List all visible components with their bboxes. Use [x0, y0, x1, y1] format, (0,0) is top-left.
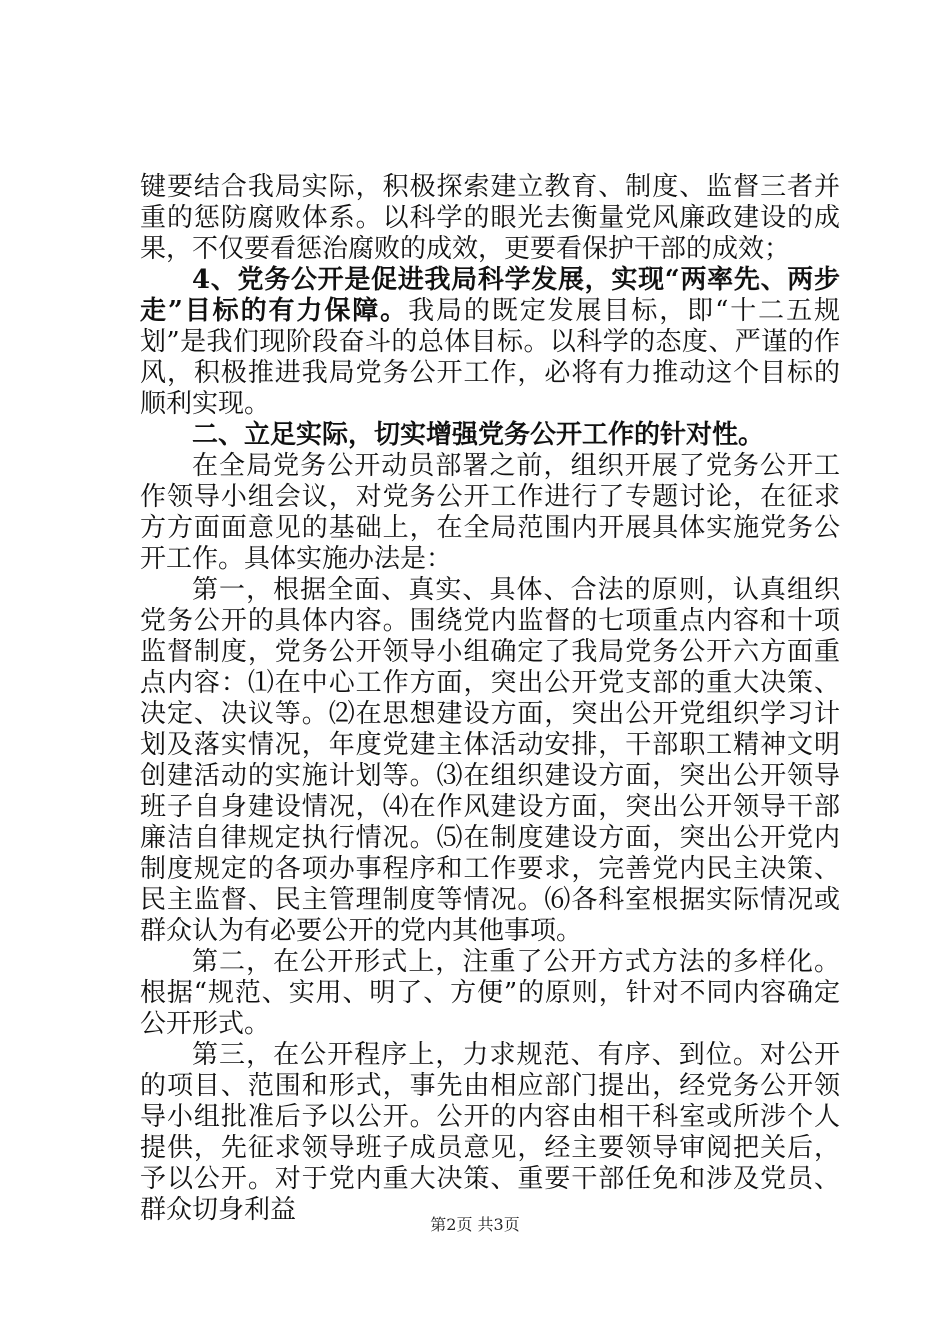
document-body	[140, 172, 840, 1226]
paragraph-5	[140, 575, 840, 947]
paragraph-7-text: 第三，在公开程序上，力求规范、有序、到位。对公开的项目、范围和形式，事先由相应部门提出，经党务公开领导小组批准后予以公开。公开的内容由相干科室或所涉个人提供，先征求领导班子成员意见，经主要领导审阅把关后，予以公开。对于党内重大决策、重要干部任免和涉及党员、群众切身利益	[140, 1040, 840, 1225]
paragraph-1	[140, 172, 840, 265]
paragraph-2-heading: 4、党务公开是促进我局科学发展，实现“两率先、两步走”目标的有力保障。	[140, 265, 840, 326]
paragraph-6-text: 第二，在公开形式上，注重了公开方式方法的多样化。根据“规范、实用、明了、方便”的原则，针对不同内容确定公开形式。	[140, 947, 840, 1039]
paragraph-7	[140, 1040, 840, 1226]
paragraph-6	[140, 947, 840, 1040]
paragraph-1-text: 键要结合我局实际，积极探索建立教育、制度、监督三者并重的惩防腐败体系。以科学的眼光去衡量党风廉政建设的成果，不仅要看惩治腐败的成效，更要看保护干部的成效；	[140, 172, 840, 264]
paragraph-5-text: 第一，根据全面、真实、具体、合法的原则，认真组织党务公开的具体内容。围绕党内监督的七项重点内容和十项监督制度，党务公开领导小组确定了我局党务公开六方面重点内容：⑴在中心工作方面，突出公开党支部的重大决策、决定、决议等。⑵在思想建设方面，突出公开党组织学习计划及落实情况，年度党建主体活动安排，干部职工精神文明创建活动的实施计划等。⑶在组织建设方面，突出公开领导班子自身建设情况，⑷在作风建设方面，突出公开领导干部廉洁自律规定执行情况。⑸在制度建设方面，突出公开党内制度规定的各项办事程序和工作要求，完善党内民主决策、民主监督、民主管理制度等情况。⑹各科室根据实际情况或群众认为有必要公开的党内其他事项。	[140, 575, 840, 946]
paragraph-4-text: 在全局党务公开动员部署之前，组织开展了党务公开工作领导小组会议，对党务公开工作进行了专题讨论，在征求方方面面意见的基础上，在全局范围内开展具体实施党务公开工作。具体实施办法是：	[140, 451, 840, 574]
section-heading	[140, 420, 840, 451]
paragraph-2	[140, 265, 840, 420]
page-footer: 第2页 共3页	[430, 1215, 520, 1234]
paragraph-4	[140, 451, 840, 575]
paragraph-2-text: 我局的既定发展目标，即“十二五规划”是我们现阶段奋斗的总体目标。以科学的态度、严谨的作风，积极推进我局党务公开工作，必将有力推动这个目标的顺利实现。	[140, 296, 840, 419]
section-heading-text: 二、立足实际，切实增强党务公开工作的针对性。	[192, 420, 765, 450]
